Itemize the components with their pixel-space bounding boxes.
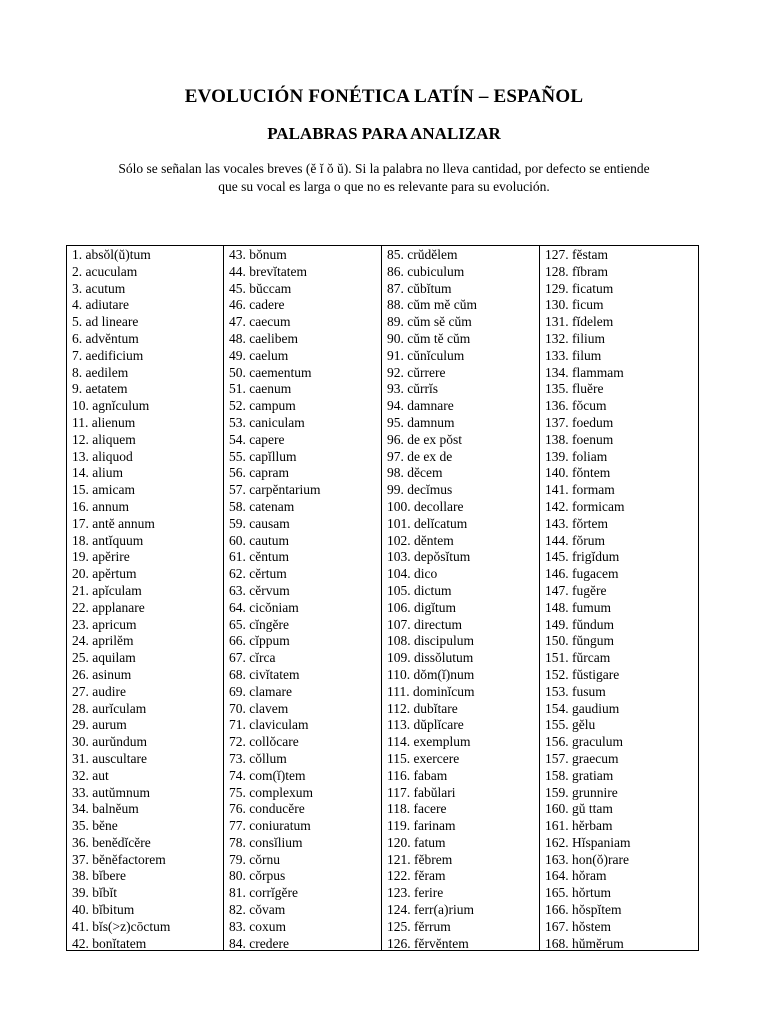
- word-entry: 74. com(ĭ)tem: [229, 767, 306, 783]
- word-entry: 39. bĭbĭt: [72, 885, 118, 901]
- word-entry: 101. delĭcatum: [387, 515, 468, 531]
- word-entry: 3. acutum: [72, 280, 126, 296]
- word-entry: 44. brevĭtatem: [229, 263, 307, 279]
- word-entry: 113. dŭplĭcare: [387, 717, 464, 733]
- word-entry: 41. bĭs(>z)cōctum: [72, 918, 171, 934]
- word-entry: 118. facere: [387, 801, 447, 817]
- word-entry: 115. exercere: [387, 750, 460, 766]
- word-entry: 85. crŭdĕlem: [387, 247, 458, 262]
- word-column-4: [540, 246, 698, 950]
- page-subtitle: PALABRAS PARA ANALIZAR: [267, 124, 501, 143]
- word-entry: 127. fĕstam: [545, 247, 608, 262]
- word-entry: 130. ficum: [545, 297, 604, 313]
- word-entry: 125. fĕrrum: [387, 918, 451, 934]
- word-entry: 99. decĭmus: [387, 482, 453, 498]
- word-entry: 48. caelibem: [229, 330, 298, 346]
- word-entry: 154. gaudium: [545, 700, 620, 716]
- word-entry: 138. foenum: [545, 431, 614, 447]
- word-entry: 4. adiutare: [72, 297, 129, 313]
- word-entry: 46. cadere: [229, 297, 285, 313]
- word-entry: 96. de ex pŏst: [387, 431, 462, 447]
- word-entry: 89. cŭm sĕ cŭm: [387, 314, 472, 330]
- word-entry: 82. cŏvam: [229, 902, 286, 918]
- word-entry: 22. applanare: [72, 599, 145, 615]
- word-entry: 8. aedilem: [72, 364, 129, 380]
- word-entry: 21. apĭculam: [72, 582, 142, 598]
- word-entry: 78. consĭlium: [229, 834, 303, 850]
- word-entry: 62. cĕrtum: [229, 566, 287, 582]
- word-entry: 93. cŭrrĭs: [387, 381, 438, 397]
- word-entry: 116. fabam: [387, 767, 448, 783]
- word-entry: 28. aurĭculam: [72, 700, 147, 716]
- word-entry: 167. hŏstem: [545, 918, 611, 934]
- word-entry: 119. farinam: [387, 818, 456, 834]
- word-entry: 23. apricum: [72, 616, 137, 632]
- word-entry: 148. fumum: [545, 599, 611, 615]
- word-entry: 102. dĕntem: [387, 532, 454, 548]
- word-column-3: [382, 246, 540, 950]
- page-title: EVOLUCIÓN FONÉTICA LATÍN – ESPAÑOL: [184, 86, 584, 107]
- word-entry: 75. complexum: [229, 784, 313, 800]
- word-entry: 57. carpĕntarium: [229, 482, 321, 498]
- word-entry: 103. depŏsĭtum: [387, 549, 471, 565]
- word-entry: 131. fĭdelem: [545, 314, 614, 330]
- word-entry: 162. Hĭspaniam: [545, 834, 631, 850]
- word-entry: 54. capere: [229, 431, 285, 447]
- word-entry: 26. asinum: [72, 666, 132, 682]
- word-entry: 91. cŭnĭculum: [387, 347, 465, 363]
- intro-note: [60, 160, 708, 196]
- word-entry: 59. causam: [229, 515, 290, 531]
- word-entry: 19. apĕrire: [72, 549, 130, 565]
- word-entry: 32. aut: [72, 767, 109, 783]
- word-entry: 43. bŏnum: [229, 247, 287, 262]
- word-entry: 87. cŭbĭtum: [387, 280, 452, 296]
- word-entry: 134. flammam: [545, 364, 624, 380]
- word-entry: 18. antĭquum: [72, 532, 144, 548]
- word-entry: 30. aurŭndum: [72, 734, 147, 750]
- word-entry: 53. caniculam: [229, 414, 305, 430]
- word-entry: 92. cŭrrere: [387, 364, 446, 380]
- word-entry: 7. aedificium: [72, 347, 144, 363]
- word-entry: 52. campum: [229, 398, 296, 414]
- word-entry: 97. de ex de: [387, 448, 453, 464]
- intro-note-line-2: que su vocal es larga o que no es relevante para su evolución.: [218, 179, 550, 194]
- word-entry: 145. frigĭdum: [545, 549, 620, 565]
- word-entry: 117. fabŭlari: [387, 784, 456, 800]
- word-entry: 56. capram: [229, 465, 289, 481]
- word-entry: 31. auscultare: [72, 750, 147, 766]
- word-entry: 128. fĭbram: [545, 263, 608, 279]
- intro-note-line-1: Sólo se señalan las vocales breves (ĕ ĭ ŏ ŭ). Si la palabra no lleva cantidad, por defecto se entiende: [118, 161, 650, 176]
- word-entry: 94. damnare: [387, 398, 454, 414]
- word-entry: 129. ficatum: [545, 280, 614, 296]
- word-entry: 63. cĕrvum: [229, 582, 290, 598]
- word-entry: 16. annum: [72, 498, 129, 514]
- word-entry: 168. hŭmĕrum: [545, 935, 624, 951]
- word-entry: 72. collŏcare: [229, 734, 299, 750]
- word-entry: 84. credere: [229, 935, 289, 951]
- word-entry: 147. fugĕre: [545, 582, 607, 598]
- word-entry: 51. caenum: [229, 381, 292, 397]
- word-entry: 88. cŭm mĕ cŭm: [387, 297, 477, 313]
- word-entry: 70. clavem: [229, 700, 289, 716]
- word-entry: 111. dominĭcum: [387, 683, 475, 699]
- word-entry: 79. cŏrnu: [229, 851, 280, 867]
- word-entry: 2. acuculam: [72, 263, 138, 279]
- word-entry: 12. aliquem: [72, 431, 136, 447]
- word-entry: 64. cicŏniam: [229, 599, 299, 615]
- word-entry: 143. fŏrtem: [545, 515, 608, 531]
- word-entry: 100. decollare: [387, 498, 464, 514]
- word-entry: 165. hŏrtum: [545, 885, 611, 901]
- word-entry: 77. coniuratum: [229, 818, 311, 834]
- word-entry: 24. aprilĕm: [72, 633, 134, 649]
- word-entry: 150. fŭngum: [545, 633, 614, 649]
- word-entry: 34. balnĕum: [72, 801, 139, 817]
- word-entry: 6. advĕntum: [72, 330, 139, 346]
- word-entry: 121. fĕbrem: [387, 851, 453, 867]
- word-entry: 81. corrĭgĕre: [229, 885, 298, 901]
- word-entry: 106. digĭtum: [387, 599, 457, 615]
- word-entry: 83. coxum: [229, 918, 286, 934]
- word-column-1: [67, 246, 224, 950]
- word-entry: 163. hon(ŏ)rare: [545, 851, 629, 867]
- word-entry: 40. bĭbitum: [72, 902, 135, 918]
- word-entry: 160. gŭ ttam: [545, 801, 613, 817]
- word-entry: 126. fĕrvĕntem: [387, 935, 469, 951]
- word-entry: 1. absŏl(ŭ)tum: [72, 247, 151, 262]
- word-entry: 110. dŏm(ĭ)num: [387, 666, 475, 682]
- word-entry: 95. damnum: [387, 414, 455, 430]
- word-entry: 146. fugacem: [545, 566, 619, 582]
- word-entry: 29. aurum: [72, 717, 127, 733]
- word-entry: 60. cautum: [229, 532, 289, 548]
- word-entry: 69. clamare: [229, 683, 292, 699]
- word-entry: 152. fŭstigare: [545, 666, 620, 682]
- word-entry: 166. hŏspĭtem: [545, 902, 622, 918]
- word-entry: 35. bĕne: [72, 818, 118, 834]
- word-entry: 37. bĕnĕfactorem: [72, 851, 166, 867]
- word-entry: 45. bŭccam: [229, 280, 292, 296]
- word-entry: 25. aquilam: [72, 650, 136, 666]
- word-entry: 123. ferire: [387, 885, 444, 901]
- word-entry: 42. bonĭtatem: [72, 935, 147, 951]
- word-entry: 105. dictum: [387, 582, 452, 598]
- word-entry: 71. claviculam: [229, 717, 309, 733]
- word-entry: 65. cĭngĕre: [229, 616, 289, 632]
- word-entry: 104. dico: [387, 566, 438, 582]
- word-entry: 155. gĕlu: [545, 717, 596, 733]
- word-entry: 33. autŭmnum: [72, 784, 150, 800]
- word-entry: 10. agnĭculum: [72, 398, 150, 414]
- word-entry: 159. grunnire: [545, 784, 618, 800]
- word-column-2: [224, 246, 382, 950]
- word-entry: 149. fŭndum: [545, 616, 614, 632]
- word-entry: 136. fŏcum: [545, 398, 607, 414]
- word-entry: 141. formam: [545, 482, 615, 498]
- word-entry: 20. apĕrtum: [72, 566, 137, 582]
- word-entry: 68. civĭtatem: [229, 666, 300, 682]
- word-entry: 135. fluĕre: [545, 381, 604, 397]
- word-entry: 50. caementum: [229, 364, 312, 380]
- word-entry: 140. fŏntem: [545, 465, 611, 481]
- word-entry: 17. antĕ annum: [72, 515, 155, 531]
- word-entry: 158. gratiam: [545, 767, 614, 783]
- word-entry: 120. fatum: [387, 834, 446, 850]
- word-entry: 122. fĕram: [387, 868, 446, 884]
- word-entry: 109. dissŏlutum: [387, 650, 474, 666]
- word-entry: 38. bĭbere: [72, 868, 126, 884]
- word-entry: 157. graecum: [545, 750, 619, 766]
- word-entry: 86. cubiculum: [387, 263, 465, 279]
- word-entry: 153. fusum: [545, 683, 606, 699]
- word-entry: 108. discipulum: [387, 633, 474, 649]
- word-entry: 133. filum: [545, 347, 602, 363]
- word-entry: 156. graculum: [545, 734, 623, 750]
- word-entry: 142. formicam: [545, 498, 625, 514]
- word-entry: 98. dĕcem: [387, 465, 443, 481]
- word-entry: 80. cŏrpus: [229, 868, 286, 884]
- word-entry: 164. hŏram: [545, 868, 607, 884]
- word-entry: 58. catenam: [229, 498, 295, 514]
- word-entry: 49. caelum: [229, 347, 289, 363]
- word-entry: 61. cĕntum: [229, 549, 289, 565]
- word-entry: 151. fŭrcam: [545, 650, 611, 666]
- word-entry: 27. audire: [72, 683, 126, 699]
- word-entry: 139. foliam: [545, 448, 608, 464]
- word-entry: 73. cŏllum: [229, 750, 287, 766]
- word-entry: 76. conducĕre: [229, 801, 305, 817]
- word-entry: 47. caecum: [229, 314, 291, 330]
- word-entry: 114. exemplum: [387, 734, 471, 750]
- word-entry: 14. alium: [72, 465, 123, 481]
- word-entry: 13. aliquod: [72, 448, 133, 464]
- word-entry: 161. hĕrbam: [545, 818, 613, 834]
- word-entry: 107. directum: [387, 616, 462, 632]
- word-entry: 144. fŏrum: [545, 532, 605, 548]
- word-table: [66, 245, 699, 951]
- word-entry: 36. benĕdĭcĕre: [72, 834, 151, 850]
- word-entry: 15. amicam: [72, 482, 135, 498]
- word-entry: 5. ad lineare: [72, 314, 139, 330]
- word-entry: 137. foedum: [545, 414, 614, 430]
- word-entry: 9. aetatem: [72, 381, 128, 397]
- word-entry: 124. ferr(a)rium: [387, 902, 474, 918]
- word-entry: 66. cĭppum: [229, 633, 290, 649]
- word-entry: 132. filium: [545, 330, 605, 346]
- word-entry: 67. cĭrca: [229, 650, 276, 666]
- word-entry: 90. cŭm tĕ cŭm: [387, 330, 471, 346]
- word-entry: 55. capĭllum: [229, 448, 297, 464]
- word-entry: 112. dubĭtare: [387, 700, 458, 716]
- word-entry: 11. alienum: [72, 414, 136, 430]
